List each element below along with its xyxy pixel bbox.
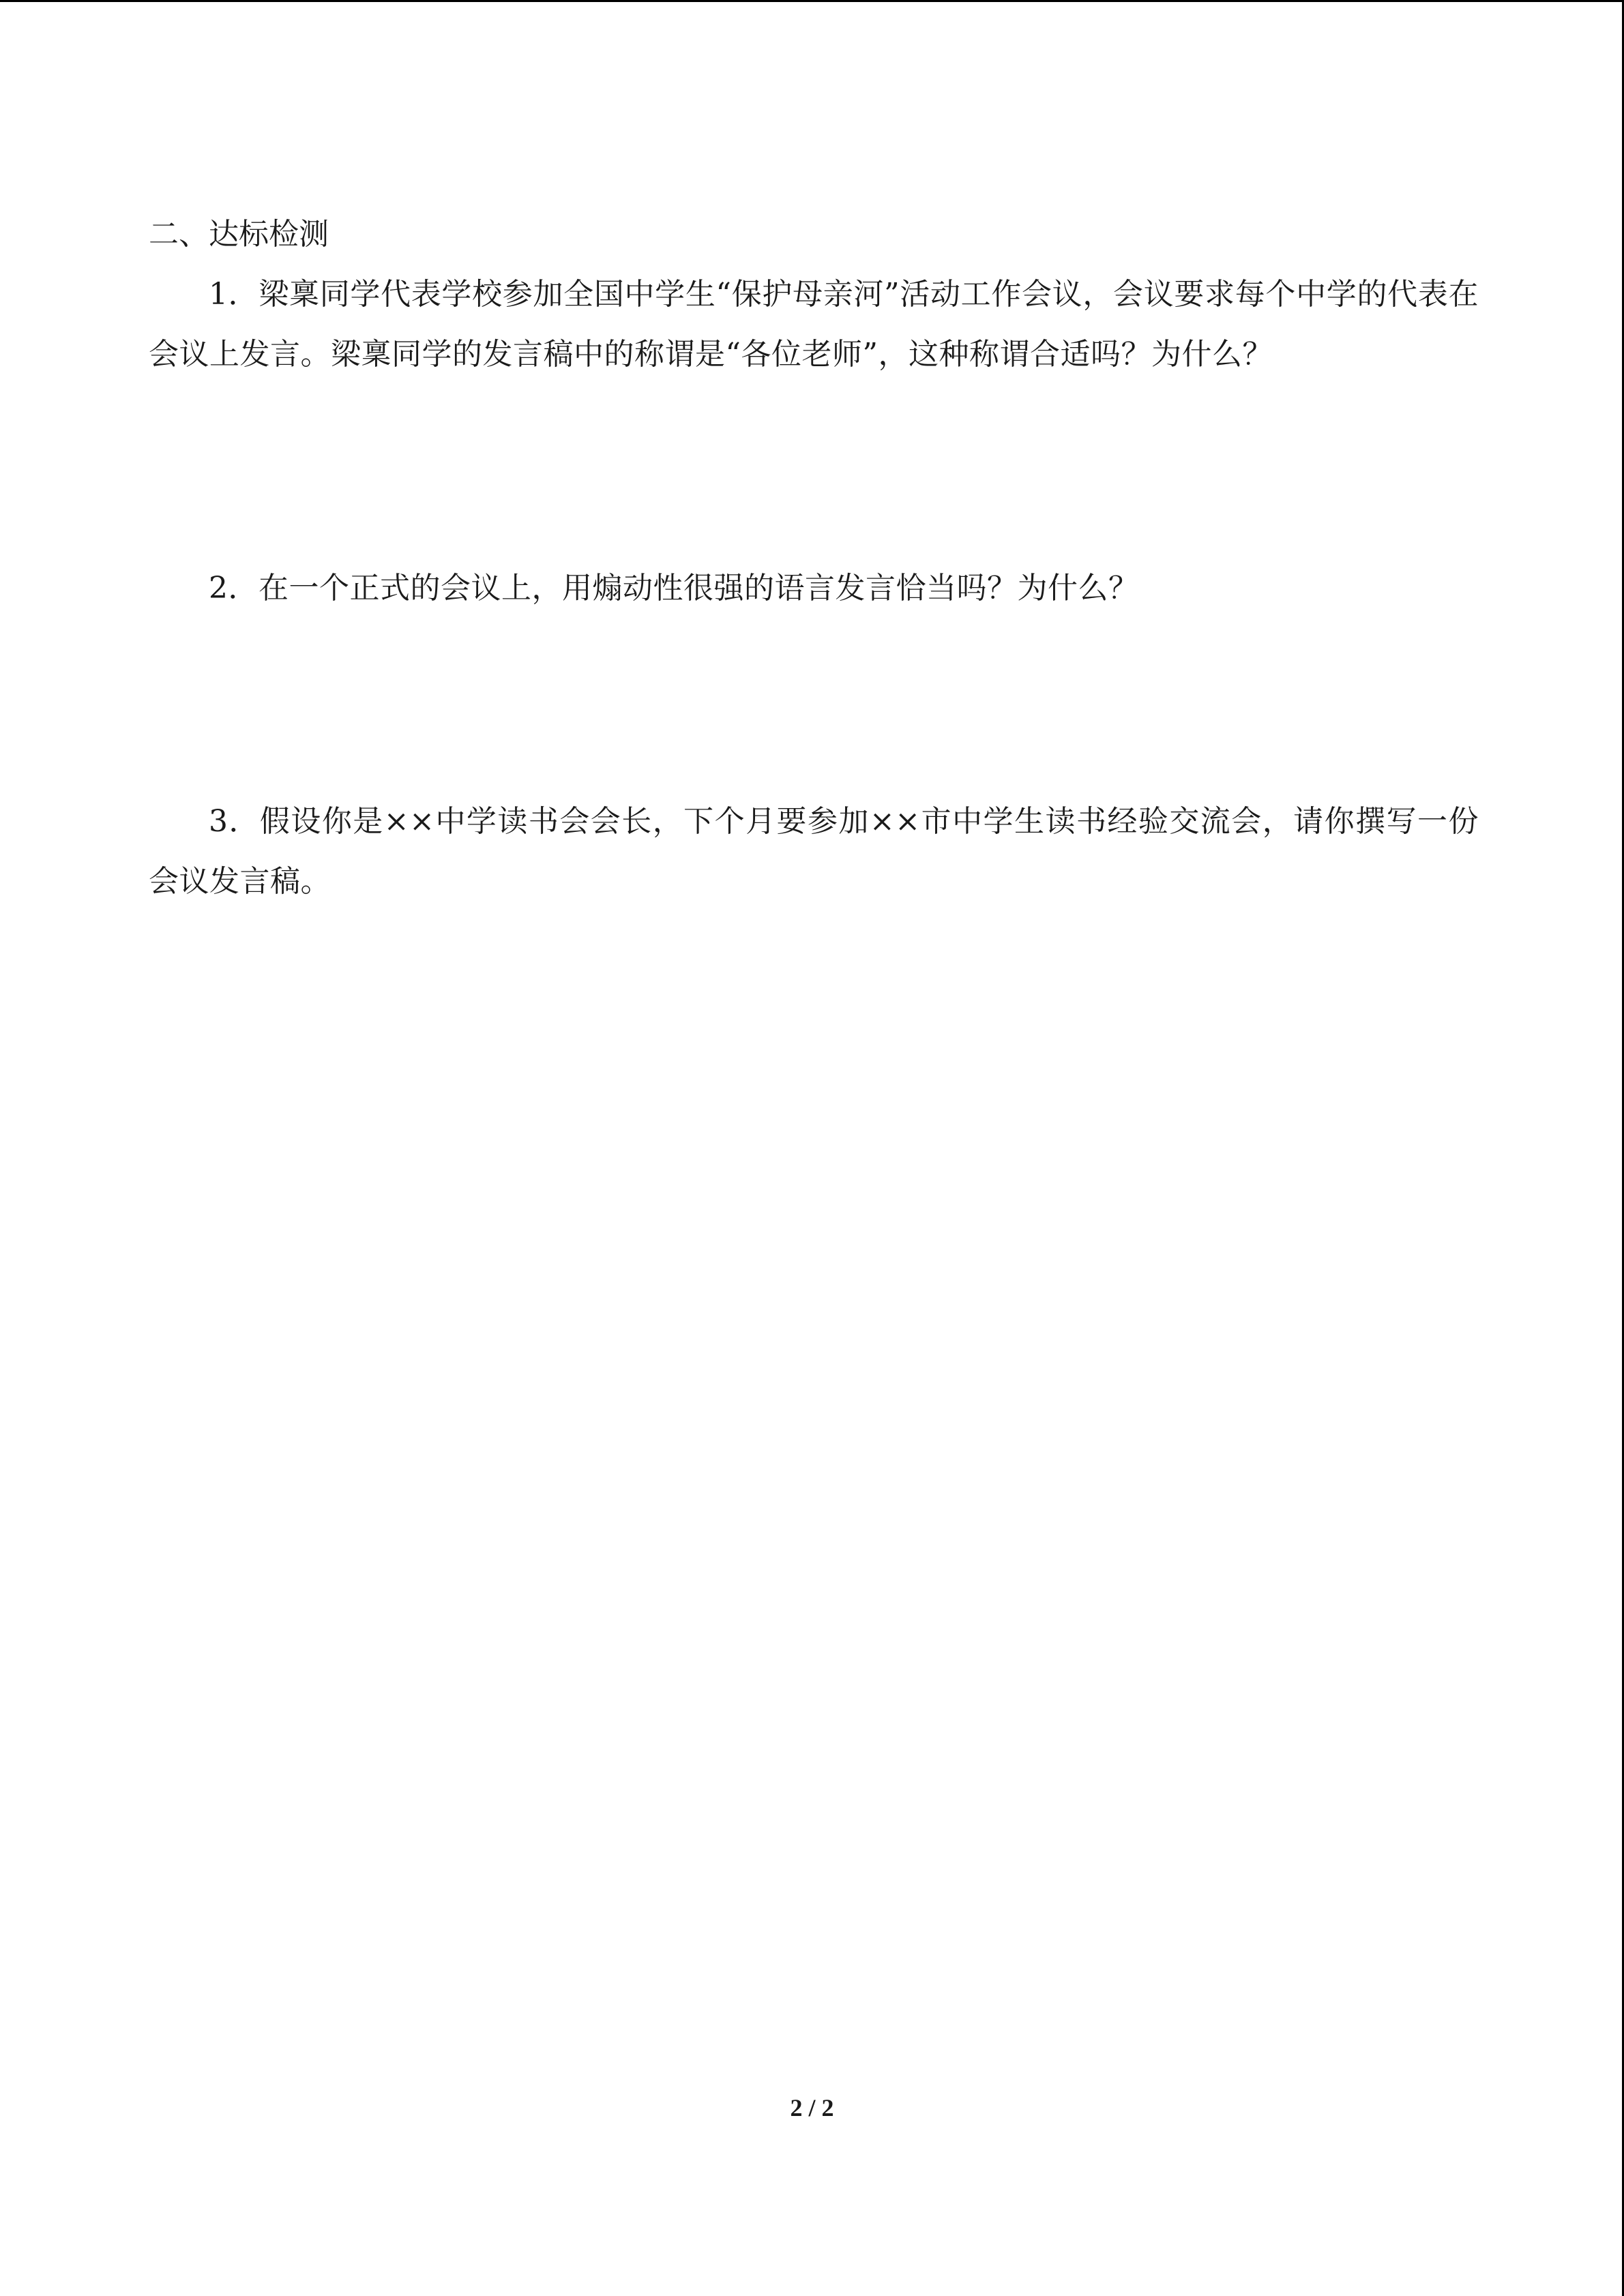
page-number: 2 / 2 bbox=[790, 2094, 834, 2121]
document-body bbox=[149, 205, 1479, 912]
page-top-border bbox=[0, 0, 1624, 2]
question-1: 1．梁稟同学代表学校参加全国中学生“保护母亲河”活动工作会议，会议要求每个中学的代表在会议上发言。梁稟同学的发言稿中的称谓是“各位老师”，这种称谓合适吗？为什么？ bbox=[149, 277, 1479, 372]
section-heading: 二、达标检测 bbox=[149, 217, 329, 252]
question-2: 2．在一个正式的会议上，用煽动性很强的语言发言恰当吗？为什么？ bbox=[209, 571, 1139, 606]
question-3: 3．假设你是××中学读书会会长，下个月要参加××市中学生读书经验交流会，请你撰写一份会议发言稿。 bbox=[149, 804, 1479, 899]
